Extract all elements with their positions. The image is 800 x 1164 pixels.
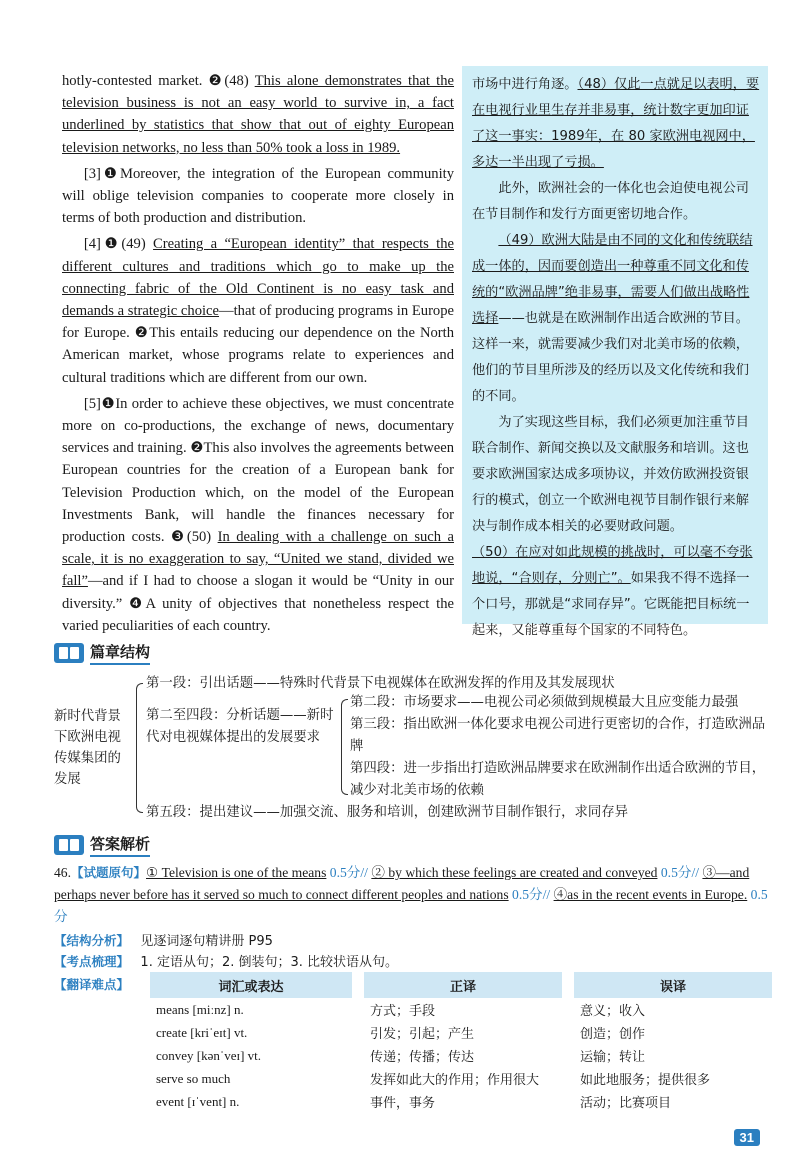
term: create [kriˈeɪt] vt.: [156, 1024, 248, 1040]
question-number: 46.: [54, 865, 71, 880]
tag-key-points: 【考点梳理】: [54, 954, 130, 969]
segment-4: ④as in the recent events in Europe.: [553, 887, 748, 902]
score-4: 0.5分: [54, 887, 768, 924]
header-wrong: 误译: [574, 972, 772, 998]
translation-panel: [462, 66, 768, 638]
sentence-marker: ❶(49): [100, 236, 154, 253]
structure-root: 新时代背景下欧洲电视传媒集团的发展: [54, 709, 121, 787]
bracket-sub: [341, 699, 348, 795]
key-points: [54, 951, 770, 974]
translation-paragraph-2: 此外，欧洲社会的一体化也会迫使电视公司在节目制作和发行方面更密切地合作。: [472, 181, 749, 222]
text: —and if I had to choose a slogan it would be “Unity in our diversity.”: [62, 573, 454, 612]
english-passage: [62, 70, 454, 637]
structure-para-2: 第二段：市场要求——电视公司必须做到规模最大且应变能力最强: [350, 695, 739, 710]
table-row: [150, 1044, 772, 1067]
structure-heading-label: 篇章结构: [90, 641, 150, 665]
paragraph-4: [62, 233, 454, 388]
page-number: 31: [734, 1129, 760, 1146]
answers-heading-label: 答案解析: [90, 833, 150, 857]
table-row: [150, 1021, 772, 1044]
vocab-table-header: [150, 972, 772, 998]
sentence-marker: ❶: [100, 395, 116, 412]
table-row: [150, 1067, 772, 1090]
term: event [ɪˈvent] n.: [156, 1093, 240, 1109]
paragraph-number: [4]: [83, 236, 101, 253]
correct-translation: 传递；传播；传达: [370, 1050, 475, 1065]
wrong-translation: 意义；收入: [580, 1004, 646, 1019]
separator: //: [360, 865, 368, 880]
correct-translation: 方式；手段: [370, 1004, 436, 1019]
structure-analysis: [54, 930, 770, 953]
text: ——也就是在欧洲制作出适合欧洲的节目。这样一来，就需要减少我们对北美市场的依赖，他们的节目里所涉及的经历以及文化传统和我们的不同。: [472, 311, 749, 404]
score-1: 0.5分: [329, 865, 361, 880]
term: convey [kənˈveɪ] vt.: [156, 1047, 262, 1063]
answers-heading: [54, 832, 150, 858]
structure-para-3: 第三段：指出欧洲一体化要求电视公司进行更密切的合作，打造欧洲品牌: [350, 717, 766, 754]
table-row: [150, 998, 772, 1021]
structure-para-1: 第一段：引出话题——特殊时代背景下电视媒体在欧洲发挥的作用及其发展现状: [146, 676, 615, 691]
structure-analysis-text: 见逐词逐句精讲册 P95: [140, 934, 273, 949]
sentence-marker: ❸(50): [170, 529, 218, 546]
text: 如果我不得不选择一个口号，那就是“求同存异”。它既能把目标统一起来，又能尊重每个国家的不同特色。: [472, 571, 750, 638]
sentence-marker: ❶: [100, 165, 121, 182]
paragraph-2-end: [62, 70, 454, 159]
text: In order to achieve these objectives, we must concentrate more on co-productions, the exchange of news, documentary services and training.: [62, 395, 454, 457]
translation-paragraph-3: [472, 228, 760, 410]
correct-translation: 事件，事务: [370, 1096, 436, 1111]
separator: //: [542, 887, 551, 902]
vocab-table: [150, 972, 772, 1113]
score-2: 0.5分: [660, 865, 692, 880]
underlined-sentence-49: Creating a “European identity” that respects the different cultures and traditions which go to make up the connecting fabric of the Old Continent is no easy task and demands a strategic choice: [62, 236, 454, 320]
paragraph-3: [62, 163, 454, 230]
paragraph-number: [5]: [83, 395, 101, 412]
wrong-translation: 运输；转让: [580, 1050, 646, 1065]
translation-paragraph-4: 为了实现这些目标，我们必须更加注重节目联合制作、新闻交换以及文献服务和培训。这也要求欧洲国家达成多项协议，并效仿欧洲投资银行的模式，创立一个欧洲电视节目制作银行来解决与制作成本相关的必要财政问题。: [472, 415, 749, 534]
term: means [miːnz] n.: [156, 1001, 244, 1017]
wrong-translation: 创造；创作: [580, 1027, 646, 1042]
correct-translation: 引发；引起；产生: [370, 1027, 475, 1042]
text: A unity of objectives that nonetheless respect the varied peculiarities of each country.: [62, 595, 454, 634]
underlined-translation-50: （50）在应对如此规模的挑战时，可以毫不夸张地说，“合则存，分则亡”。: [472, 545, 753, 586]
wrong-translation: 活动；比赛项目: [580, 1096, 672, 1111]
table-row: [150, 1090, 772, 1113]
text: 市场中进行角逐。: [472, 77, 578, 92]
text: This also involves the agreements between European countries for the creation of a European bank for Television Production which, on the model of the European Investments Bank, will handle the finances necessary for production costs.: [62, 440, 454, 546]
wrong-translation: 如此地服务；提供很多: [580, 1073, 711, 1088]
translation-paragraph-1: [472, 72, 760, 176]
structure-heading: [54, 640, 150, 666]
structure-para-2-4: 第二至四段：分析话题——新时代对电视媒体提出的发展要求: [146, 708, 334, 745]
score-3: 0.5分: [512, 887, 543, 902]
segment-2: ② by which these feelings are created and conveyed: [371, 865, 658, 880]
sentence-marker: ❹: [129, 595, 146, 612]
structure-para-4: 第四段：进一步指出打造欧洲品牌要求在欧洲制作出适合欧洲的节目，减少对北美市场的依赖: [350, 761, 766, 798]
bracket-main: [136, 683, 143, 813]
header-term: 词汇或表达: [150, 972, 352, 998]
text: —that of producing programs in Europe for Europe.: [62, 303, 454, 342]
tag-original-sentence: 【试题原句】: [71, 865, 147, 880]
underlined-translation-49: （49）欧洲大陆是由不同的文化和传统联结成一体的，因而要创造出一种尊重不同文化和传统的“欧洲品牌”绝非易事，需要人们做出战略性选择: [472, 233, 753, 326]
key-points-text: 1. 定语从句；2. 倒装句；3. 比较状语从句。: [140, 955, 399, 970]
paragraph-number: [3]: [83, 165, 101, 182]
header-correct: 正译: [364, 972, 562, 998]
text: hotly-contested market.: [62, 73, 209, 89]
book-icon: [54, 643, 84, 663]
correct-translation: 发挥如此大的作用；作用很大: [370, 1073, 540, 1088]
book-icon: [54, 835, 84, 855]
translation-paragraph-5: [472, 540, 760, 644]
underlined-sentence-50: In dealing with a challenge on such a scale, it is no exaggeration to say, “United we stand, divided we fall”: [62, 529, 454, 590]
segment-3: ③—and perhaps never before has it served so much to connect different peoples and nations: [54, 865, 750, 902]
text: Moreover, the integration of the European community will oblige television companies to cooperate more closely in terms of both production and distribution.: [62, 165, 454, 227]
tag-structure-analysis: 【结构分析】: [54, 933, 130, 948]
paragraph-5: [62, 393, 454, 637]
separator: //: [691, 865, 700, 880]
sentence-marker: ❷: [190, 440, 204, 457]
structure-para-5: 第五段：提出建议——加强交流、服务和培训，创建欧洲节目制作银行，求同存异: [146, 805, 629, 820]
sentence-marker: ❷: [134, 325, 150, 342]
term: serve so much: [156, 1070, 231, 1086]
underlined-translation-48: （48）仅此一点就足以表明，要在电视行业里生存并非易事，统计数字更加印证了这一事实：1989年，在 80 家欧洲电视网中，多达一半出现了亏损。: [472, 77, 760, 170]
sentence-marker: ❷(48): [208, 73, 255, 89]
tag-translation-difficulty: 【翻译难点】: [54, 977, 130, 992]
question-46: [54, 862, 770, 928]
text: This entails reducing our dependence on the North American market, whose programs relate to experiences and cultural traditions which are different from our own.: [62, 325, 454, 386]
segment-1: ① Television is one of the means: [146, 865, 327, 880]
underlined-sentence-48: This alone demonstrates that the television business is not an easy world to survive in, a fact underlined by statistics that show that out of eighty European television networks, no less than 50% took a loss in 1989.: [62, 73, 455, 156]
